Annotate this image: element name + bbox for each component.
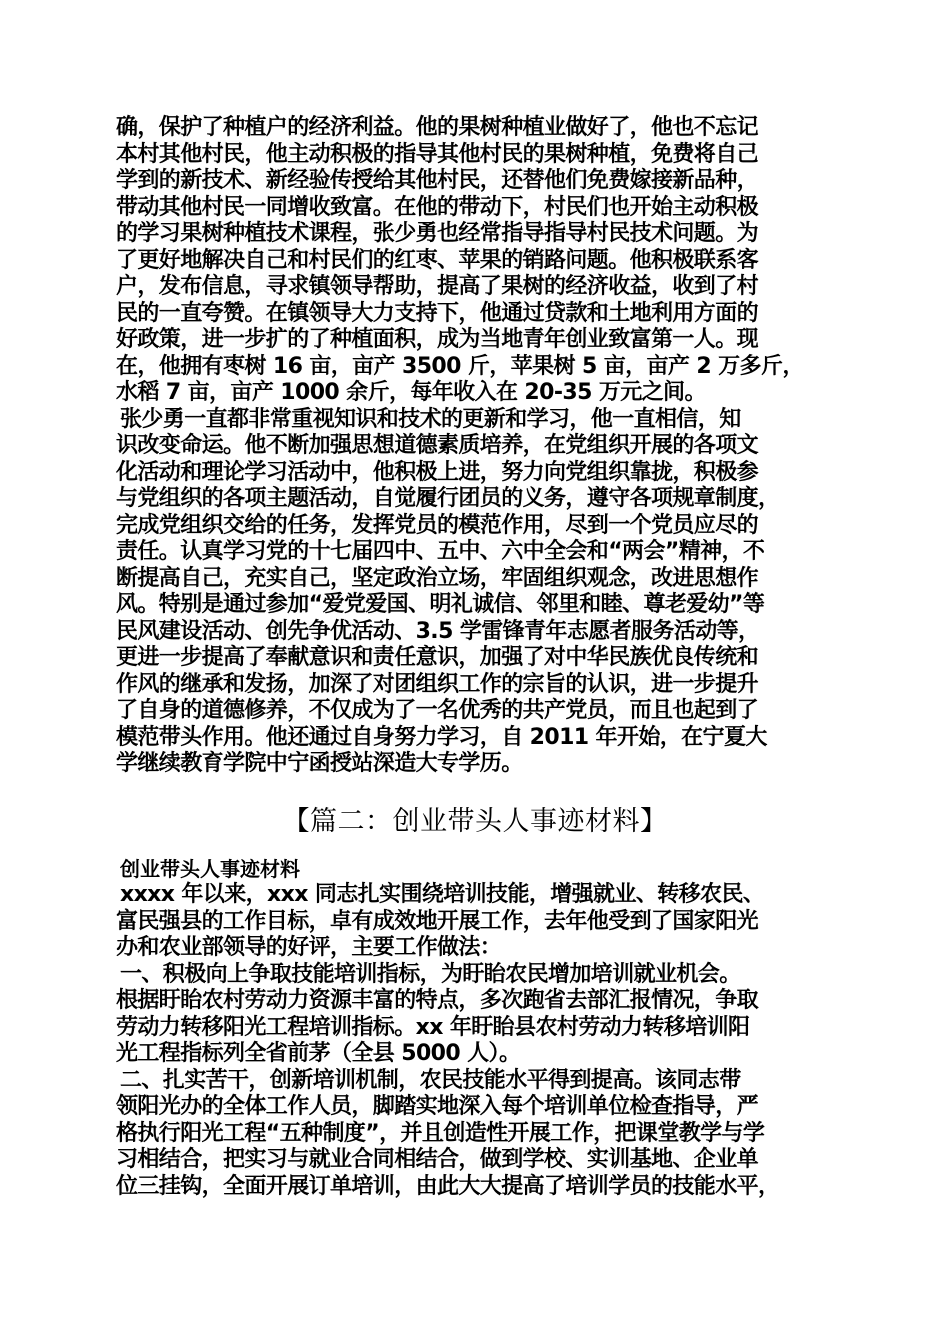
text-line: 完成党组织交给的任务，发挥党员的模范作用，尽到一个党员应尽的 [116, 512, 759, 538]
text-line: 了自身的道德修养，不仅成为了一名优秀的共产党员，而且也起到了 [116, 698, 759, 723]
text-line: 更进一步提高了奉献意识和责任意识，加强了对中华民族优良传统和 [116, 645, 759, 670]
text-line: 好政策，进一步扩的了种植面积，成为当地青年创业致富第一人。现 [116, 327, 759, 352]
text-line: 断提高自己，充实自己，坚定政治立场，牢固组织观念，改进思想作 [116, 565, 759, 591]
text-line: 在，他拥有枣树 16 亩，亩产 3500 斤，苹果树 5 亩，亩产 2 万多斤， [116, 353, 804, 379]
text-line: 了更好地解决自己和村民们的红枣、苹果的销路问题。他积极联系客 [116, 247, 759, 273]
text-line: 领阳光办的全体工作人员，脚踏实地深入每个培训单位检查指导，严 [116, 1094, 759, 1119]
section-subtitle: 创业带头人事迹材料 [120, 857, 300, 881]
text-line: 学继续教育学院中宁函授站深造大专学历。 [116, 751, 523, 776]
text-line: 的学习果树种植技术课程，张少勇也经常指导指导村民技术问题。为 [116, 221, 759, 246]
text-line: 根据盱眙农村劳动力资源丰富的特点，多次跑省去部汇报情况，争取 [116, 988, 759, 1013]
text-line: 民的一直夸赞。在镇领导大力支持下，他通过贷款和土地利用方面的 [116, 300, 759, 326]
text-line: 模范带头作用。他还通过自身努力学习，自 2011 年开始，在宁夏大 [116, 724, 767, 750]
text-line: 富民强县的工作目标，卓有成效地开展工作，去年他受到了国家阳光 [116, 908, 759, 934]
paragraph-start-line: xxxx 年以来，xxx 同志扎实围绕培训技能，增强就业、转移农民、 [120, 882, 765, 907]
text-line: 民风建设活动、创先争优活动、3.5 学雷锋青年志愿者服务活动等， [116, 618, 760, 644]
text-line: 位三挂钩，全面开展订单培训，由此大大提高了培训学员的技能水平， [116, 1173, 780, 1199]
paragraph-start-line: 二、扎实苦干，创新培训机制，农民技能水平得到提高。该同志带 [120, 1067, 741, 1093]
section-1-body [116, 115, 856, 778]
paragraph-start-line: 张少勇一直都非常重视知识和技术的更新和学习，他一直相信，知 [120, 406, 741, 432]
section-heading: 【篇二：创业带头人事迹材料】 [282, 806, 668, 837]
text-line: 带动其他村民一同增收致富。在他的带动下，村民们也开始主动积极 [116, 194, 759, 220]
text-line: 光工程指标列全省前茅（全县 5000 人）。 [116, 1041, 521, 1066]
text-line: 格执行阳光工程“五种制度”，并且创造性开展工作，把课堂教学与学 [116, 1120, 765, 1146]
text-line: 与党组织的各项主题活动，自觉履行团员的义务，遵守各项规章制度， [116, 486, 780, 511]
text-line: 识改变命运。他不断加强思想道德素质培养，在党组织开展的各项文 [116, 433, 759, 458]
text-line: 本村其他村民，他主动积极的指导其他村民的果树种植，免费将自己 [116, 141, 759, 167]
section-2-body [116, 856, 856, 1200]
paragraph-start-line: 一、积极向上争取技能培训指标，为盱眙农民增加培训就业机会。 [120, 961, 741, 987]
text-line: 劳动力转移阳光工程培训指标。xx 年盱眙县农村劳动力转移培训阳 [116, 1014, 750, 1040]
text-line: 风。特别是通过参加“爱党爱国、明礼诚信、邻里和睦、尊老爱幼”等 [116, 592, 765, 617]
text-line: 办和农业部领导的好评，主要工作做法： [116, 935, 502, 960]
text-line: 习相结合，把实习与就业合同相结合，做到学校、实训基地、企业单 [116, 1147, 759, 1172]
text-line: 水稻 7 亩，亩产 1000 余斤，每年收入在 20-35 万元之间。 [116, 380, 706, 405]
text-line: 户，发布信息，寻求镇领导帮助，提高了果树的经济收益，收到了村 [116, 274, 759, 299]
text-line: 作风的继承和发扬，加深了对团组织工作的宗旨的认识，进一步提升 [116, 671, 759, 697]
text-line: 学到的新技术、新经验传授给其他村民，还替他们免费嫁接新品种， [116, 168, 759, 193]
text-line: 确，保护了种植户的经济利益。他的果树种植业做好了，他也不忘记 [116, 115, 759, 140]
text-line: 化活动和理论学习活动中，他积极上进，努力向党组织靠拢，积极参 [116, 459, 759, 485]
text-line: 责任。认真学习党的十七届四中、五中、六中全会和“两会”精神，不 [116, 539, 765, 564]
